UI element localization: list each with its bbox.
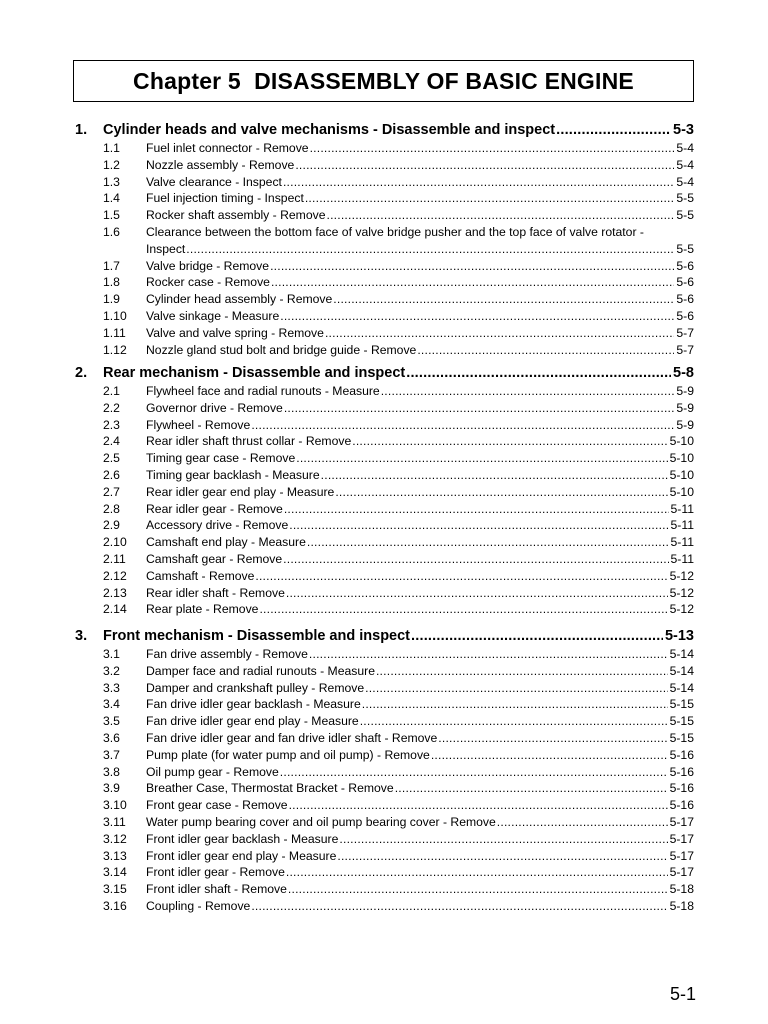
entry-page: 5-11 xyxy=(670,552,694,566)
entry-number: 2.8 xyxy=(103,501,120,516)
entry-page: 5-10 xyxy=(669,484,694,499)
entry-page: 5-14 xyxy=(669,680,694,695)
entry-number: 3.8 xyxy=(103,764,120,779)
section-page: 5-8 xyxy=(673,365,694,381)
entry-title: Coupling - Remove xyxy=(146,899,251,913)
entry-page: 5-9 xyxy=(676,384,694,398)
toc-entry[interactable] xyxy=(103,398,694,415)
entry-title: Camshaft - Remove xyxy=(146,568,255,583)
dot-leader xyxy=(352,434,667,448)
toc-entry[interactable] xyxy=(103,599,694,616)
toc-entry[interactable] xyxy=(103,482,694,499)
dot-leader xyxy=(270,259,674,273)
entry-number: 1.9 xyxy=(103,292,120,307)
dot-leader xyxy=(360,714,668,728)
dot-leader xyxy=(411,628,663,644)
entry-number: 1.3 xyxy=(103,174,120,189)
toc-entry[interactable] xyxy=(103,205,694,222)
entry-title: Rocker shaft assembly - Remove xyxy=(146,208,326,223)
entry-title-cont: Inspect xyxy=(146,241,186,256)
toc-entry[interactable] xyxy=(103,862,694,879)
entry-title: Fuel injection timing - Inspect xyxy=(146,191,304,206)
entry-page: 5-7 xyxy=(676,325,694,340)
toc-entry[interactable] xyxy=(103,694,694,711)
page-number: 5-1 xyxy=(669,984,696,1004)
entry-title: Fan drive assembly - Remove xyxy=(146,647,308,661)
entry-number: 2.7 xyxy=(103,484,120,499)
toc-entry[interactable] xyxy=(103,448,694,465)
dot-leader xyxy=(335,485,667,499)
entry-page: 5-12 xyxy=(669,568,694,583)
entry-title: Fan drive idler gear and fan drive idler shaft - Remove xyxy=(146,731,438,745)
toc-entry[interactable] xyxy=(103,415,694,432)
dot-leader xyxy=(395,781,668,795)
toc-entry[interactable] xyxy=(103,778,694,795)
dot-leader xyxy=(431,748,668,762)
dot-leader xyxy=(295,158,674,172)
entry-number: 2.2 xyxy=(103,400,120,415)
entry-page: 5-10 xyxy=(669,451,694,466)
entry-title: Damper and crankshaft pulley - Remove xyxy=(146,680,365,695)
entry-title: Valve and valve spring - Remove xyxy=(146,325,324,340)
entry-number: 2.3 xyxy=(103,417,120,432)
entry-number: 3.15 xyxy=(103,882,127,897)
section-heading[interactable] xyxy=(75,119,694,138)
entry-title: Nozzle assembly - Remove xyxy=(146,157,295,172)
toc-entry[interactable] xyxy=(103,583,694,600)
entry-number: 2.14 xyxy=(103,602,127,617)
dot-leader xyxy=(321,468,668,482)
entry-page: 5-18 xyxy=(669,899,694,913)
entry-number: 1.1 xyxy=(103,141,120,155)
entry-number: 2.5 xyxy=(103,451,120,466)
entry-number: 2.10 xyxy=(103,535,127,550)
entry-number: 2.4 xyxy=(103,434,120,449)
section-page: 5-13 xyxy=(664,628,694,644)
entry-page: 5-17 xyxy=(669,848,694,863)
entry-title: Water pump bearing cover and oil pump bearing cover - Remove xyxy=(146,815,496,829)
toc-entry[interactable] xyxy=(103,306,694,323)
entry-number: 1.2 xyxy=(103,157,120,172)
entry-number: 2.13 xyxy=(103,585,127,600)
dot-leader xyxy=(286,865,668,879)
toc-entry[interactable] xyxy=(103,896,694,913)
section-number: 2. xyxy=(75,365,88,381)
dot-leader xyxy=(365,681,667,695)
toc-entry[interactable] xyxy=(103,155,694,172)
dot-leader xyxy=(362,697,668,711)
entry-title: Breather Case, Thermostat Bracket - Remove xyxy=(146,781,394,796)
dot-leader xyxy=(327,208,675,222)
toc-entry[interactable] xyxy=(103,678,694,695)
entry-title: Damper face and radial runouts - Measure xyxy=(146,663,375,678)
entry-title: Fan drive idler gear end play - Measure xyxy=(146,714,359,729)
section-page: 5-3 xyxy=(673,122,694,138)
entry-title: Valve bridge - Remove xyxy=(146,258,270,273)
toc-entry[interactable] xyxy=(103,795,694,812)
toc-entry[interactable] xyxy=(103,846,694,863)
entry-title: Flywheel - Remove xyxy=(146,417,251,432)
toc-entry[interactable] xyxy=(103,340,694,357)
dot-leader xyxy=(333,292,674,306)
entry-number: 3.9 xyxy=(103,781,120,796)
entry-page: 5-10 xyxy=(669,434,694,449)
entry-number: 2.12 xyxy=(103,568,127,583)
toc-entry[interactable] xyxy=(103,465,694,482)
entry-page: 5-4 xyxy=(676,141,694,155)
dot-leader xyxy=(310,141,675,155)
entry-title: Pump plate (for water pump and oil pump) - Remove xyxy=(146,747,430,762)
dot-leader xyxy=(406,365,671,381)
entry-page: 5-14 xyxy=(669,647,694,661)
dot-leader xyxy=(283,552,668,566)
entry-number: 3.14 xyxy=(103,865,127,880)
dot-leader xyxy=(284,401,675,415)
entry-number: 1.10 xyxy=(103,309,127,323)
chapter-title: Chapter 5 DISASSEMBLY OF BASIC ENGINE xyxy=(133,67,634,94)
section-number: 3. xyxy=(75,628,88,644)
entry-title: Front idler gear - Remove xyxy=(146,865,285,880)
toc-entry[interactable] xyxy=(103,728,694,745)
entry-title: Front gear case - Remove xyxy=(146,798,288,813)
entry-page: 5-16 xyxy=(669,781,694,796)
toc-entry[interactable] xyxy=(103,532,694,549)
entry-number: 1.8 xyxy=(103,275,120,290)
entry-number: 3.1 xyxy=(103,647,120,661)
entry-title: Valve clearance - Inspect xyxy=(146,174,282,189)
toc-entry[interactable] xyxy=(103,256,694,273)
entry-title: Oil pump gear - Remove xyxy=(146,764,279,779)
dot-leader xyxy=(556,122,671,138)
entry-page: 5-6 xyxy=(676,292,694,307)
entry-title: Timing gear case - Remove xyxy=(146,451,296,466)
section-title: Front mechanism - Disassemble and inspect xyxy=(103,628,411,644)
toc-entry[interactable] xyxy=(103,762,694,779)
entry-page: 5-6 xyxy=(676,275,694,290)
entry-number: 1.11 xyxy=(103,325,126,340)
toc-entry[interactable] xyxy=(103,222,694,239)
entry-page: 5-5 xyxy=(676,191,694,206)
entry-number: 3.11 xyxy=(103,815,126,829)
dot-leader xyxy=(305,191,675,205)
entry-number: 1.7 xyxy=(103,258,120,273)
dot-leader xyxy=(255,569,667,583)
entry-title: Front idler gear backlash - Measure xyxy=(146,831,339,846)
entry-number: 3.6 xyxy=(103,731,120,745)
entry-page: 5-16 xyxy=(669,798,694,813)
entry-number: 2.9 xyxy=(103,518,120,533)
entry-page: 5-5 xyxy=(676,241,694,256)
entry-page: 5-12 xyxy=(669,602,694,617)
entry-number: 3.2 xyxy=(103,663,120,678)
section-heading[interactable] xyxy=(75,625,694,644)
entry-page: 5-9 xyxy=(676,417,694,432)
toc-entry[interactable] xyxy=(103,381,694,398)
entry-page: 5-11 xyxy=(670,518,694,533)
section-title: Rear mechanism - Disassemble and inspect xyxy=(103,365,406,381)
entry-title: Clearance between the bottom face of valve bridge pusher and the top face of valve rotator - xyxy=(146,225,644,239)
entry-number: 2.1 xyxy=(103,384,120,398)
toc-entry[interactable] xyxy=(103,138,694,155)
entry-page: 5-17 xyxy=(669,865,694,880)
entry-number: 3.4 xyxy=(103,697,120,712)
dot-leader xyxy=(288,882,668,896)
entry-page: 5-17 xyxy=(669,815,694,829)
entry-title: Nozzle gland stud bolt and bridge guide - Remove xyxy=(146,342,417,357)
toc-entry[interactable] xyxy=(103,644,694,661)
entry-number: 2.11 xyxy=(103,552,126,566)
section-title: Cylinder heads and valve mechanisms - Disassemble and inspect xyxy=(103,122,556,138)
entry-title: Camshaft end play - Measure xyxy=(146,535,306,550)
entry-title: Cylinder head assembly - Remove xyxy=(146,292,333,307)
section-heading[interactable] xyxy=(75,362,694,381)
toc-entry[interactable] xyxy=(103,515,694,532)
entry-title: Front idler shaft - Remove xyxy=(146,882,287,897)
entry-title: Camshaft gear - Remove xyxy=(146,552,283,566)
entry-page: 5-15 xyxy=(669,731,694,745)
chapter-title-box xyxy=(73,60,694,102)
dot-leader xyxy=(186,242,674,256)
entry-number: 1.5 xyxy=(103,208,120,223)
dot-leader xyxy=(289,798,668,812)
dot-leader xyxy=(438,731,667,745)
entry-number: 3.7 xyxy=(103,747,120,762)
toc-entry[interactable] xyxy=(103,566,694,583)
entry-number: 3.16 xyxy=(103,899,127,913)
toc-entry[interactable] xyxy=(103,188,694,205)
entry-page: 5-14 xyxy=(669,663,694,678)
entry-title: Fuel inlet connector - Remove xyxy=(146,141,309,155)
entry-number: 3.12 xyxy=(103,831,127,846)
entry-title: Valve sinkage - Measure xyxy=(146,309,280,323)
dot-leader xyxy=(337,849,667,863)
entry-page: 5-17 xyxy=(669,831,694,846)
entry-number: 3.5 xyxy=(103,714,120,729)
entry-title: Rear idler shaft - Remove xyxy=(146,585,285,600)
entry-page: 5-11 xyxy=(670,535,694,550)
dot-leader xyxy=(376,664,668,678)
toc-entry[interactable] xyxy=(103,661,694,678)
entry-number: 2.6 xyxy=(103,468,120,482)
entry-page: 5-18 xyxy=(669,882,694,897)
toc-entry[interactable] xyxy=(103,172,694,189)
dot-leader xyxy=(325,326,674,340)
toc-entry[interactable] xyxy=(103,499,694,516)
section-number: 1. xyxy=(75,122,88,138)
dot-leader xyxy=(280,765,668,779)
entry-title: Accessory drive - Remove xyxy=(146,518,289,533)
dot-leader xyxy=(381,384,675,398)
entry-page: 5-7 xyxy=(676,342,694,357)
toc-entry[interactable] xyxy=(103,879,694,896)
entry-title: Timing gear backlash - Measure xyxy=(146,468,320,482)
toc-entry[interactable] xyxy=(103,812,694,829)
entry-title: Rear plate - Remove xyxy=(146,602,259,617)
entry-page: 5-15 xyxy=(669,697,694,712)
entry-number: 3.10 xyxy=(103,798,127,813)
entry-title: Rear idler shaft thrust collar - Remove xyxy=(146,434,352,449)
entry-title: Rocker case - Remove xyxy=(146,275,270,290)
entry-page: 5-10 xyxy=(669,468,694,482)
entry-number: 1.12 xyxy=(103,342,127,357)
dot-leader xyxy=(271,275,674,289)
toc-entry[interactable] xyxy=(103,272,694,289)
entry-page: 5-5 xyxy=(676,208,694,223)
entry-page: 5-16 xyxy=(669,764,694,779)
entry-title: Front idler gear end play - Measure xyxy=(146,848,337,863)
dot-leader xyxy=(280,309,674,323)
entry-page: 5-6 xyxy=(676,309,694,323)
entry-title: Fan drive idler gear backlash - Measure xyxy=(146,697,361,712)
dot-leader xyxy=(259,602,667,616)
toc-entry[interactable] xyxy=(103,745,694,762)
toc-entry[interactable] xyxy=(103,289,694,306)
entry-title: Rear idler gear - Remove xyxy=(146,501,283,516)
dot-leader xyxy=(251,899,667,913)
entry-page: 5-15 xyxy=(669,714,694,729)
dot-leader xyxy=(339,832,667,846)
toc-entry[interactable] xyxy=(103,711,694,728)
entry-page: 5-11 xyxy=(670,501,694,516)
entry-number: 3.3 xyxy=(103,680,120,695)
entry-page: 5-12 xyxy=(669,585,694,600)
entry-page: 5-16 xyxy=(669,747,694,762)
dot-leader xyxy=(283,175,674,189)
toc-entry[interactable] xyxy=(103,323,694,340)
dot-leader xyxy=(289,518,668,532)
dot-leader xyxy=(286,586,668,600)
entry-number: 1.4 xyxy=(103,191,120,206)
dot-leader xyxy=(284,502,669,516)
dot-leader xyxy=(417,343,674,357)
entry-title: Rear idler gear end play - Measure xyxy=(146,484,335,499)
entry-page: 5-4 xyxy=(676,174,694,189)
dot-leader xyxy=(309,647,668,661)
entry-number: 1.6 xyxy=(103,225,120,239)
entry-number: 3.13 xyxy=(103,848,127,863)
toc-entry[interactable] xyxy=(103,829,694,846)
dot-leader xyxy=(251,418,674,432)
entry-page: 5-4 xyxy=(676,157,694,172)
entry-title: Governor drive - Remove xyxy=(146,400,283,415)
dot-leader xyxy=(296,451,667,465)
toc-entry[interactable] xyxy=(103,549,694,566)
toc-entry[interactable] xyxy=(103,431,694,448)
toc-entry-continuation[interactable] xyxy=(103,239,694,256)
dot-leader xyxy=(497,815,668,829)
entry-page: 5-9 xyxy=(676,400,694,415)
entry-page: 5-6 xyxy=(676,258,694,273)
entry-title: Flywheel face and radial runouts - Measure xyxy=(146,384,380,398)
dot-leader xyxy=(307,535,669,549)
